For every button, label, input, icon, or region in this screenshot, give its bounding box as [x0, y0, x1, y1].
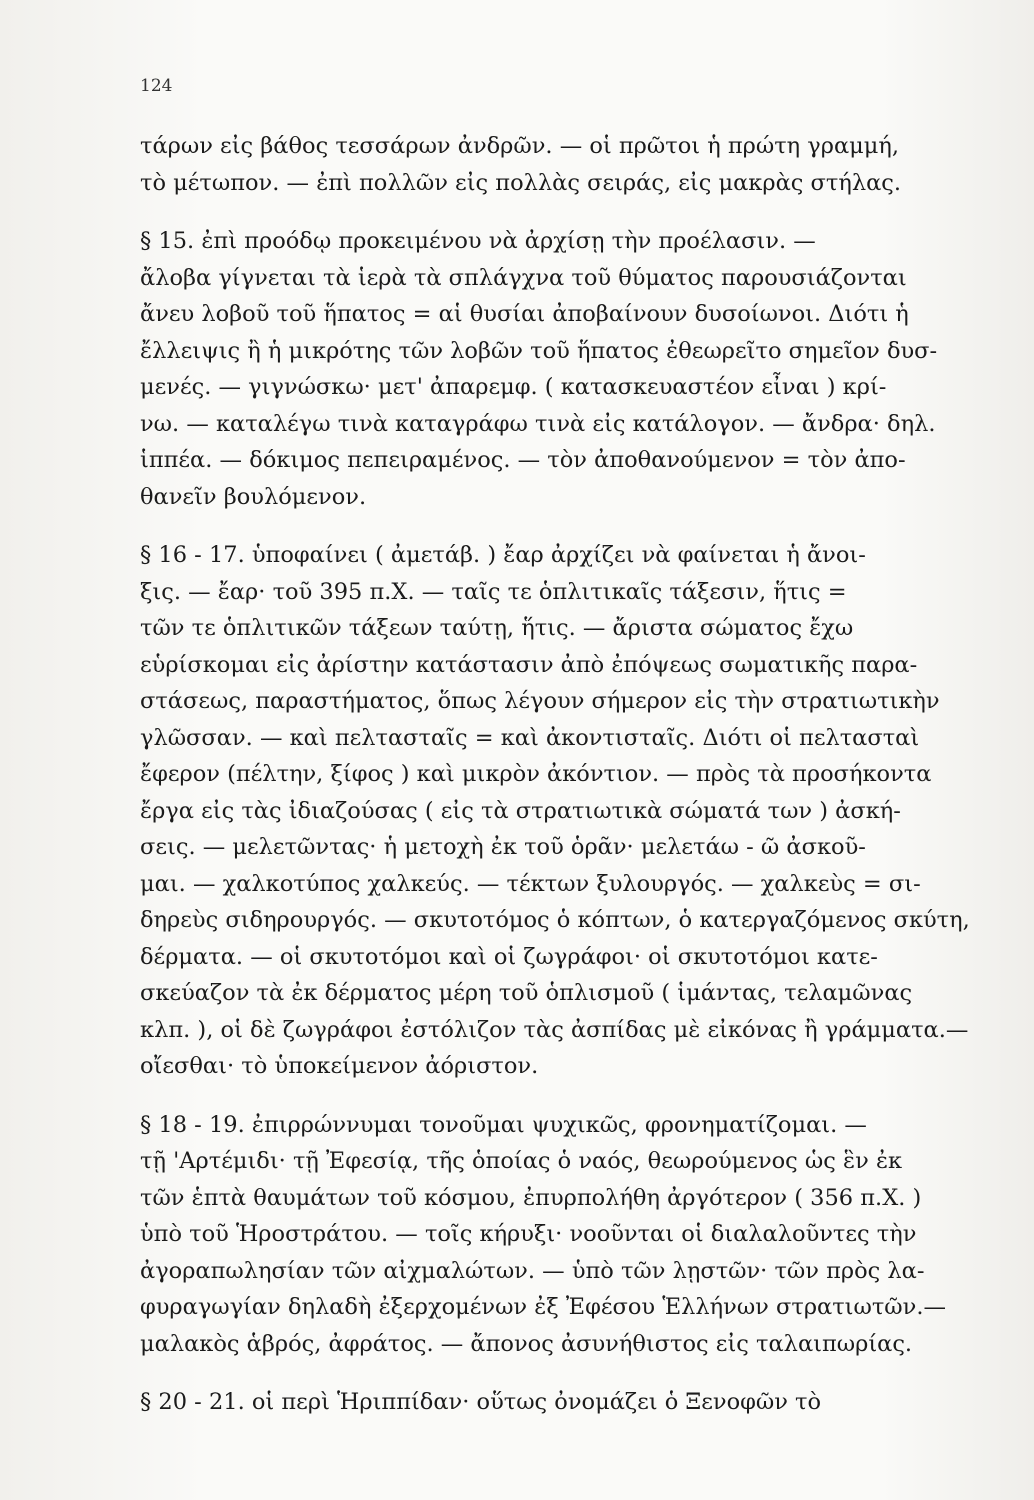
text-line: ξις. — ἔαρ· τοῦ 395 π.Χ. — ταῖς τε ὁπλιτικαῖς τάξεσιν, ἥτις = [140, 578, 847, 605]
text-line: ἔργα εἰς τὰς ἰδιαζούσας ( εἰς τὰ στρατιωτικὰ σώματά των ) ἀσκή- [140, 797, 901, 824]
text-line: φυραγωγίαν δηλαδὴ ἐξερχομένων ἐξ Ἐφέσου Ἑλλήνων στρατιωτῶν.— [140, 1294, 946, 1320]
paragraph-gap [140, 201, 998, 223]
text-line: ἄλοβα γίγνεται τὰ ἱερὰ τὰ σπλάγχνα τοῦ θύματος παρουσιάζονται [140, 264, 907, 291]
text-line: κλπ. ), οἱ δὲ ζωγράφοι ἐστόλιζον τὰς ἀσπίδας μὲ εἰκόνας ἢ γράμματα.— [140, 1016, 969, 1043]
page-number: 124 [140, 76, 173, 96]
text-line: νω. — καταλέγω τινὰ καταγράφω τινὰ εἰς κατάλογον. — ἄνδρα· δηλ. [140, 410, 936, 437]
text-line: τάρων εἰς βάθος τεσσάρων ἀνδρῶν. — οἱ πρῶτοι ἡ πρώτη γραμμή, [140, 133, 900, 159]
paragraph-gap [140, 515, 998, 537]
text-line: ἄνευ λοβοῦ τοῦ ἥπατος = αἱ θυσίαι ἀποβαίνουν δυσοίωνοι. Διότι ἡ [140, 301, 909, 327]
text-line: δέρματα. — οἱ σκυτοτόμοι καὶ οἱ ζωγράφοι· οἱ σκυτοτόμοι κατε- [140, 943, 878, 970]
text-line: ὑπὸ τοῦ Ἡροστράτου. — τοῖς κήρυξι· νοοῦνται οἱ διαλαλοῦντες τὴν [140, 1221, 917, 1247]
text-line: γλῶσσαν. — καὶ πελτασταῖς = καὶ ἀκοντισταῖς. Διότι οἱ πελτασταὶ [140, 724, 920, 751]
paragraph-gap [140, 1362, 998, 1384]
text-line: § 18 - 19. ἐπιρρώννυμαι τονοῦμαι ψυχικῶς, φρονηματίζομαι. — [140, 1111, 867, 1138]
text-line: μαλακὸς ἁβρός, ἀφράτος. — ἄπονος ἀσυνήθιστος εἰς ταλαιπωρίας. [140, 1330, 913, 1357]
text-line: ἱππέα. — δόκιμος πεπειραμένος. — τὸν ἀποθανούμενον = τὸν ἀπο- [140, 447, 906, 473]
text-line: μενές. — γιγνώσκω· μετ' ἀπαρεμφ. ( κατασκευαστέον εἶναι ) κρί- [140, 374, 887, 400]
text-line: θανεῖν βουλόμενον. [140, 483, 367, 510]
text-line: μαι. — χαλκοτύπος χαλκεύς. — τέκτων ξυλουργός. — χαλκεὺς = σι- [140, 870, 921, 897]
text-line: ἀγοραπωλησίαν τῶν αἰχμαλώτων. — ὑπὸ τῶν λῃστῶν· τῶν πρὸς λα- [140, 1257, 925, 1284]
text-line: τῇ 'Αρτέμιδι· τῇ Ἐφεσίᾳ, τῆς ὁποίας ὁ ναός, θεωρούμενος ὡς ἓν ἐκ [140, 1148, 903, 1174]
text-line: σεις. — μελετῶντας· ἡ μετοχὴ ἐκ τοῦ ὁρᾶν· μελετάω - ῶ ἀσκοῦ- [140, 834, 866, 860]
text-line: σκεύαζον τὰ ἐκ δέρματος μέρη τοῦ ὁπλισμοῦ ( ἱμάντας, τελαμῶνας [140, 980, 913, 1006]
text-line: § 15. ἐπὶ προόδῳ προκειμένου νὰ ἀρχίσῃ τὴν προέλασιν. — [140, 228, 816, 254]
text-line: ἔφερον (πέλτην, ξίφος ) καὶ μικρὸν ἀκόντιον. — πρὸς τὰ προσήκοντα [140, 761, 932, 787]
text-line: τῶν ἑπτὰ θαυμάτων τοῦ κόσμου, ἐπυρπολήθη ἀργότερον ( 356 π.Χ. ) [140, 1184, 922, 1211]
text-line: § 16 - 17. ὑποφαίνει ( ἀμετάβ. ) ἔαρ ἀρχίζει νὰ φαίνεται ἡ ἄνοι- [140, 542, 866, 568]
text-line: τὸ μέτωπον. — ἐπὶ πολλῶν εἰς πολλὰς σειράς, εἰς μακρὰς στήλας. [140, 169, 902, 196]
text-line: εὑρίσκομαι εἰς ἀρίστην κατάστασιν ἀπὸ ἐπόψεως σωματικῆς παρα- [140, 651, 918, 678]
text-line: οἴεσθαι· τὸ ὑποκείμενον ἀόριστον. [140, 1053, 539, 1079]
text-line: τῶν τε ὁπλιτικῶν τάξεων ταύτῃ, ἥτις. — ἄριστα σώματος ἔχω [140, 615, 854, 641]
commentary-text [140, 128, 998, 1421]
paragraph-gap [140, 1085, 998, 1107]
text-line: στάσεως, παραστήματος, ὅπως λέγουν σήμερον εἰς τὴν στρατιωτικὴν [140, 688, 940, 714]
text-line: δηρεὺς σιδηρουργός. — σκυτοτόμος ὁ κόπτων, ὁ κατεργαζόμενος σκύτη, [140, 907, 970, 933]
text-line: ἔλλειψις ἢ ἡ μικρότης τῶν λοβῶν τοῦ ἥπατος ἐθεωρεῖτο σημεῖον δυσ- [140, 337, 938, 364]
text-line: § 20 - 21. οἱ περὶ Ἡριππίδαν· οὕτως ὀνομάζει ὁ Ξενοφῶν τὸ [140, 1389, 822, 1415]
